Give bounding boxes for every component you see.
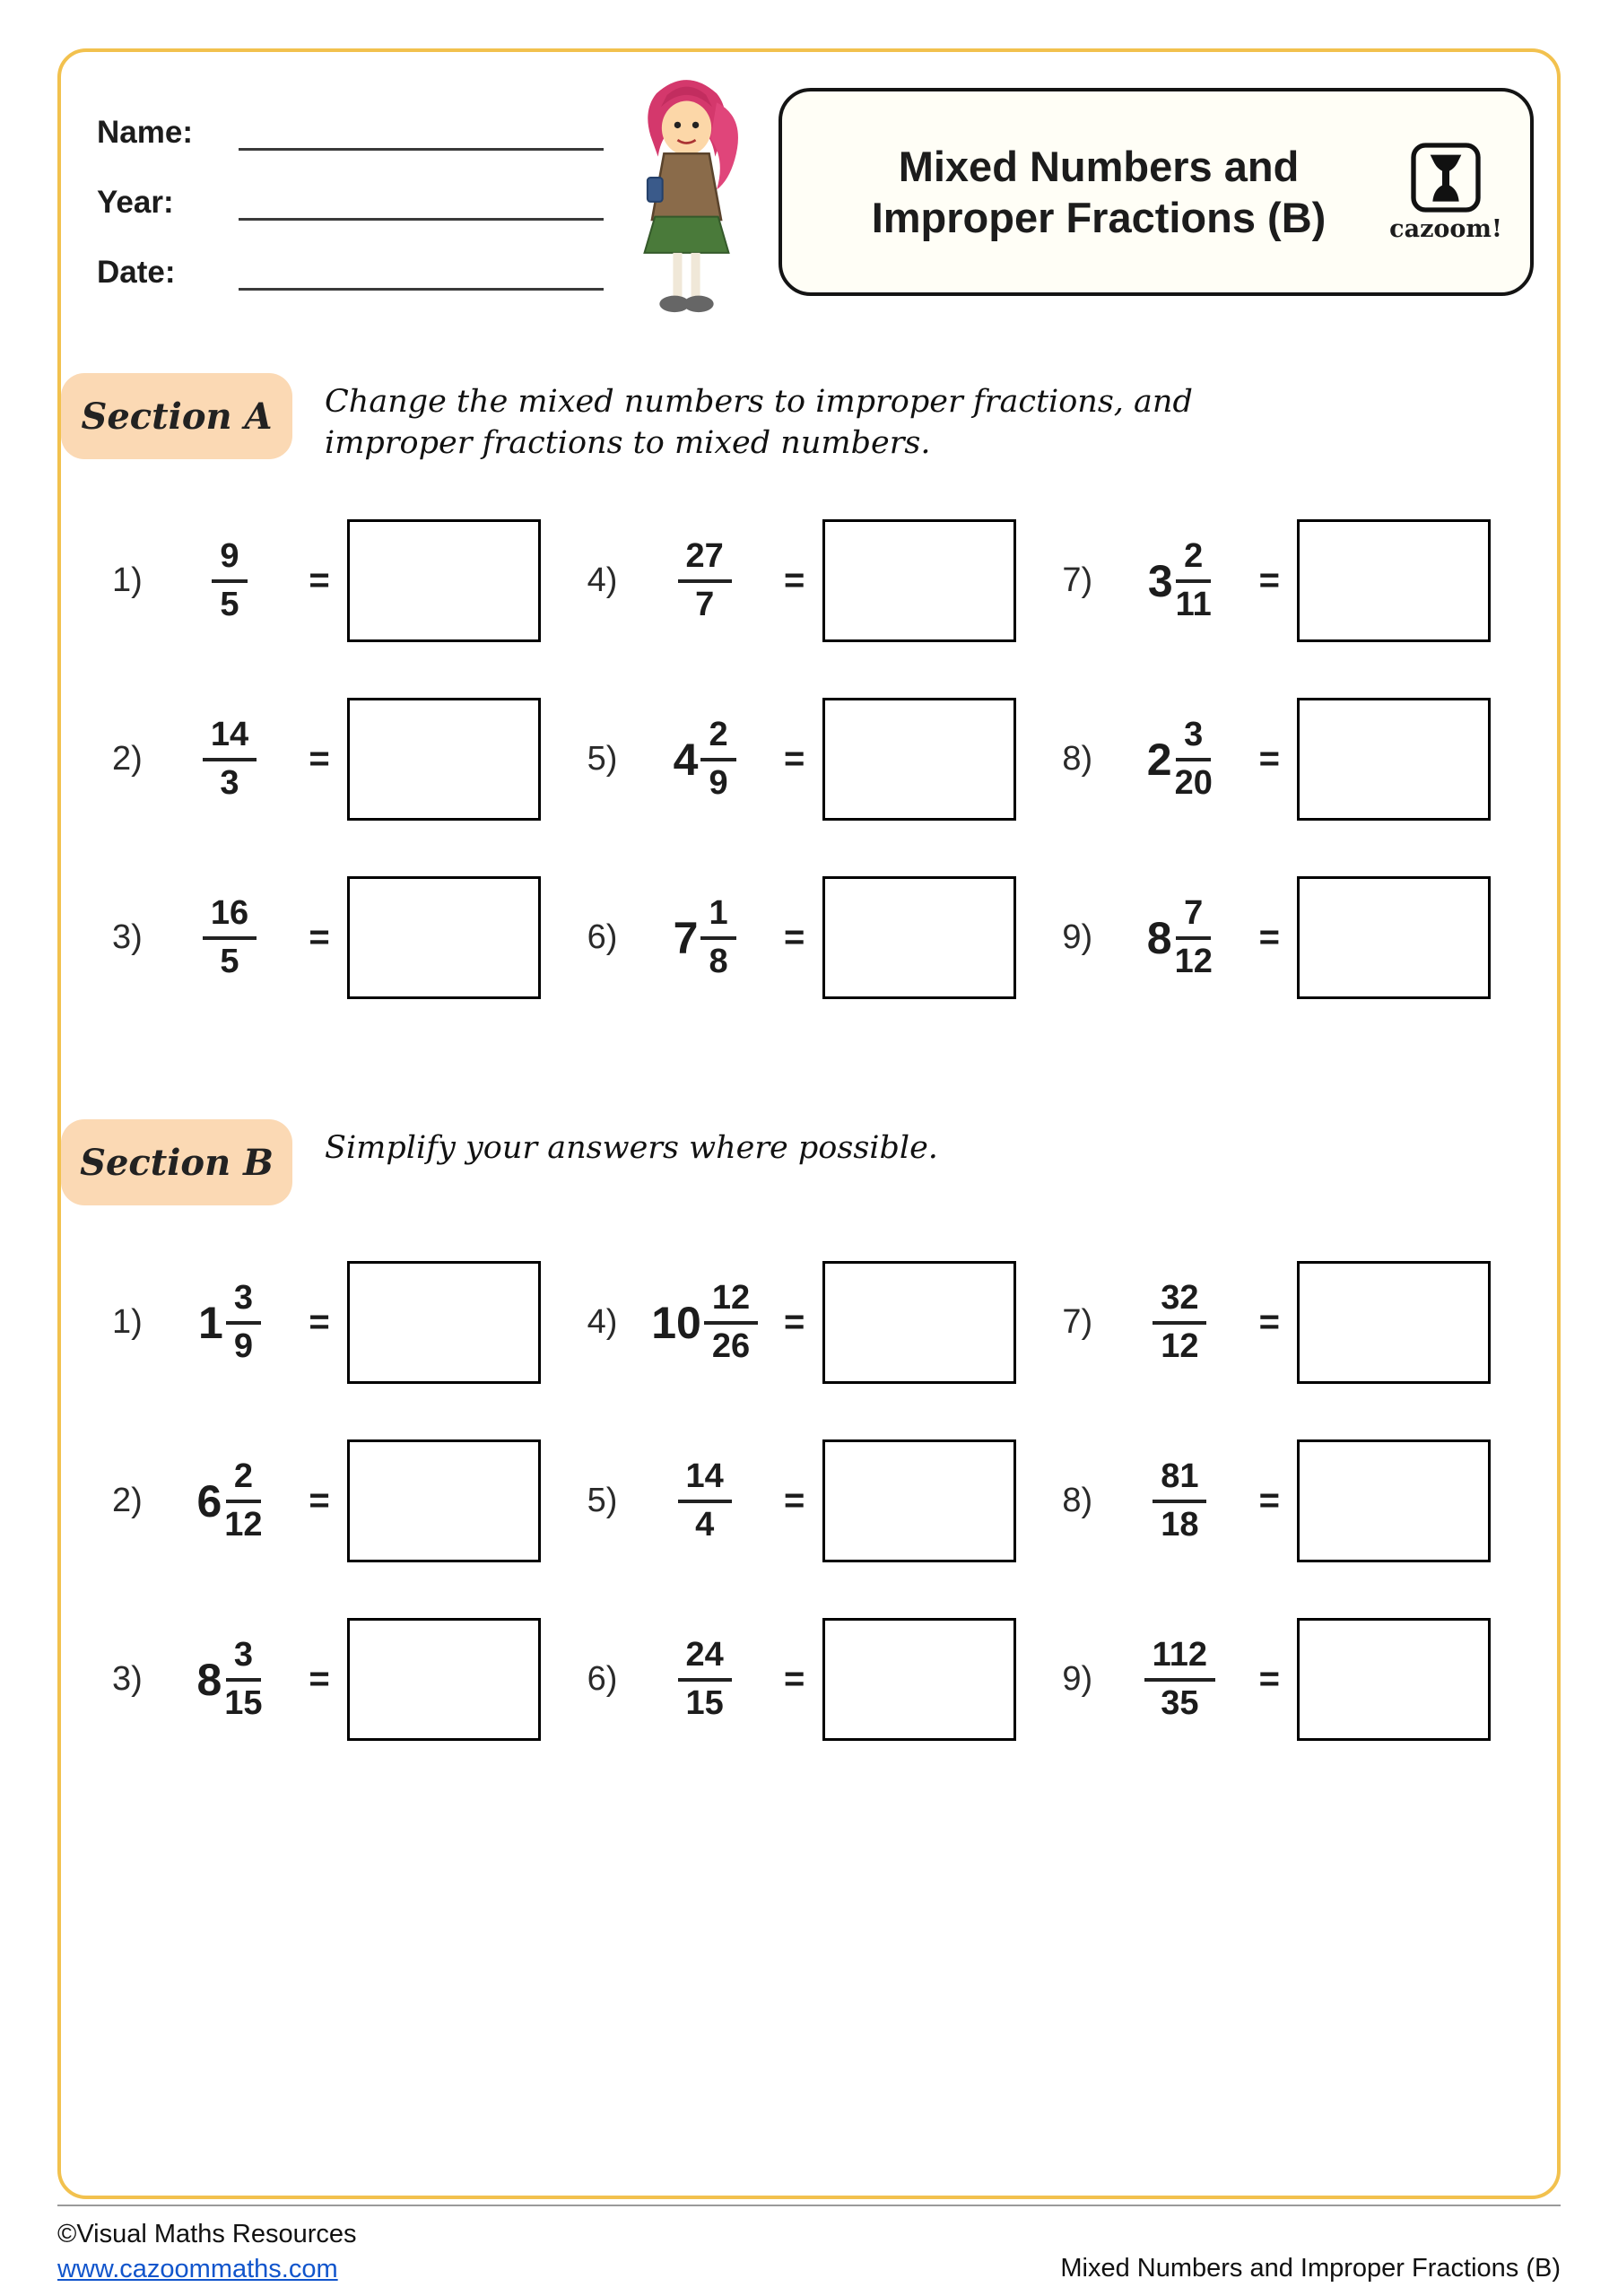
problem xyxy=(1062,698,1537,821)
answer-box[interactable] xyxy=(1297,698,1491,821)
denominator: 5 xyxy=(220,942,239,980)
problem-number: 9) xyxy=(1062,1660,1093,1698)
fraction xyxy=(168,1279,291,1366)
fraction xyxy=(643,894,767,981)
fraction-stack xyxy=(700,894,735,981)
answer-box[interactable] xyxy=(347,1618,541,1741)
problem xyxy=(112,876,587,999)
fraction xyxy=(168,537,291,624)
fraction xyxy=(168,716,291,803)
footer-doc-title: Mixed Numbers and Improper Fractions (B) xyxy=(1060,2254,1561,2283)
name-label: Name: xyxy=(97,115,193,150)
answer-box[interactable] xyxy=(347,698,541,821)
numerator: 1 xyxy=(700,894,735,940)
problem-number: 8) xyxy=(1062,1482,1093,1519)
section-b xyxy=(61,1119,1557,1741)
equals-sign: = xyxy=(1258,739,1280,778)
problem xyxy=(587,1618,1063,1741)
fraction xyxy=(643,1636,767,1723)
year-label: Year: xyxy=(97,185,174,220)
denominator: 9 xyxy=(233,1326,253,1365)
worksheet-page xyxy=(57,48,1561,2199)
problem-number: 1) xyxy=(112,561,143,599)
whole-number: 7 xyxy=(673,912,699,963)
date-label: Date: xyxy=(97,255,176,290)
section-b-header xyxy=(61,1119,1557,1205)
whole-number: 2 xyxy=(1146,734,1172,785)
denominator: 12 xyxy=(1161,1326,1199,1365)
problem xyxy=(112,1261,587,1384)
fraction-stack xyxy=(224,1636,262,1723)
fraction xyxy=(1118,894,1241,981)
fraction-stack xyxy=(224,1457,262,1544)
numerator: 2 xyxy=(1176,537,1211,583)
fraction-stack xyxy=(1144,1636,1215,1723)
year-input-line[interactable] xyxy=(239,174,604,221)
equals-sign: = xyxy=(1258,1659,1280,1699)
equals-sign: = xyxy=(309,739,330,778)
fraction-stack xyxy=(678,537,732,624)
fraction-stack xyxy=(1175,716,1213,803)
equals-sign: = xyxy=(309,1302,330,1342)
equals-sign: = xyxy=(783,918,805,957)
problem-number: 6) xyxy=(587,918,618,956)
problem xyxy=(1062,876,1537,999)
denominator: 5 xyxy=(220,585,239,623)
footer-left xyxy=(57,2217,357,2287)
numerator: 16 xyxy=(203,894,257,940)
numerator: 12 xyxy=(704,1279,758,1325)
denominator: 9 xyxy=(709,763,728,802)
answer-box[interactable] xyxy=(822,876,1016,999)
problem xyxy=(1062,519,1537,642)
numerator: 81 xyxy=(1153,1457,1206,1503)
fraction-stack xyxy=(203,716,257,803)
problem xyxy=(587,876,1063,999)
fraction-stack xyxy=(678,1457,732,1544)
website-link[interactable]: www.cazoommaths.com xyxy=(57,2255,338,2284)
student-fields xyxy=(97,104,604,314)
whole-number: 1 xyxy=(198,1297,223,1348)
answer-box[interactable] xyxy=(822,698,1016,821)
denominator: 15 xyxy=(685,1683,724,1722)
fraction xyxy=(643,1279,767,1366)
denominator: 4 xyxy=(695,1505,715,1544)
denominator: 3 xyxy=(220,763,239,802)
answer-box[interactable] xyxy=(822,519,1016,642)
equals-sign: = xyxy=(1258,918,1280,957)
denominator: 20 xyxy=(1174,763,1213,802)
section-b-instruction: Simplify your answers where possible. xyxy=(325,1130,938,1166)
problem xyxy=(587,698,1063,821)
problem-number: 2) xyxy=(112,1482,143,1519)
problem-number: 1) xyxy=(112,1303,143,1341)
problem-number: 5) xyxy=(587,740,618,778)
equals-sign: = xyxy=(783,1302,805,1342)
problem xyxy=(587,1439,1063,1562)
section-a xyxy=(61,373,1557,999)
problem xyxy=(1062,1618,1537,1741)
denominator: 26 xyxy=(711,1326,751,1365)
answer-box[interactable] xyxy=(347,1439,541,1562)
equals-sign: = xyxy=(1258,561,1280,600)
equals-sign: = xyxy=(783,739,805,778)
denominator: 35 xyxy=(1161,1683,1199,1722)
schoolgirl-illustration xyxy=(608,66,765,322)
whole-number: 10 xyxy=(651,1297,701,1348)
numerator: 14 xyxy=(678,1457,732,1503)
equals-sign: = xyxy=(1258,1302,1280,1342)
fraction xyxy=(643,1457,767,1544)
copyright-text: ©Visual Maths Resources xyxy=(57,2220,357,2248)
fraction xyxy=(643,716,767,803)
problem xyxy=(112,1618,587,1741)
fraction xyxy=(643,537,767,624)
date-input-line[interactable] xyxy=(239,244,604,291)
fraction-stack xyxy=(1153,1279,1206,1366)
equals-sign: = xyxy=(309,1481,330,1520)
fraction xyxy=(1118,716,1241,803)
whole-number: 8 xyxy=(196,1654,222,1705)
problems-grid xyxy=(112,519,1537,999)
answer-box[interactable] xyxy=(347,519,541,642)
numerator: 9 xyxy=(212,537,247,583)
date-field-row xyxy=(97,244,604,291)
numerator: 7 xyxy=(1176,894,1211,940)
whole-number: 4 xyxy=(673,734,699,785)
section-a-label: Section A xyxy=(61,373,292,459)
answer-box[interactable] xyxy=(347,876,541,999)
fraction-stack xyxy=(1175,894,1213,981)
equals-sign: = xyxy=(783,1481,805,1520)
answer-box[interactable] xyxy=(1297,1439,1491,1562)
problems-grid xyxy=(112,1261,1537,1741)
whole-number: 3 xyxy=(1147,555,1173,606)
problem xyxy=(587,1261,1063,1384)
title-box xyxy=(779,88,1534,296)
denominator: 12 xyxy=(1174,942,1213,980)
page-footer xyxy=(57,2205,1561,2287)
problem xyxy=(587,519,1063,642)
cazoom-logo xyxy=(1388,142,1503,243)
problem-number: 2) xyxy=(112,740,143,778)
fraction-stack xyxy=(704,1279,758,1366)
answer-box[interactable] xyxy=(1297,1261,1491,1384)
denominator: 15 xyxy=(224,1683,263,1722)
answer-box[interactable] xyxy=(347,1261,541,1384)
logo-wordmark: cazoom! xyxy=(1389,214,1502,243)
problem-number: 7) xyxy=(1062,561,1093,599)
denominator: 11 xyxy=(1175,585,1212,623)
fraction-stack xyxy=(678,1636,732,1723)
problem-number: 3) xyxy=(112,1660,143,1698)
problem-number: 8) xyxy=(1062,740,1093,778)
answer-box[interactable] xyxy=(822,1439,1016,1562)
problem-number: 7) xyxy=(1062,1303,1093,1341)
denominator: 8 xyxy=(709,942,728,980)
problem-number: 4) xyxy=(587,1303,618,1341)
page-title: Mixed Numbers and Improper Fractions (B) xyxy=(871,142,1327,241)
answer-box[interactable] xyxy=(822,1261,1016,1384)
numerator: 14 xyxy=(203,716,257,761)
equals-sign: = xyxy=(783,561,805,600)
numerator: 2 xyxy=(226,1457,261,1503)
fraction xyxy=(1118,1279,1241,1366)
fraction xyxy=(1118,1636,1241,1723)
name-field-row xyxy=(97,104,604,151)
fraction xyxy=(168,1636,291,1723)
numerator: 3 xyxy=(1176,716,1211,761)
whole-number: 8 xyxy=(1146,912,1172,963)
fraction-stack xyxy=(226,1279,261,1366)
goblet-drum-icon xyxy=(1410,142,1482,213)
answer-box[interactable] xyxy=(1297,1618,1491,1741)
year-field-row xyxy=(97,174,604,221)
whole-number: 6 xyxy=(196,1475,222,1526)
numerator: 3 xyxy=(226,1279,261,1325)
section-b-label: Section B xyxy=(61,1119,292,1205)
numerator: 3 xyxy=(226,1636,261,1682)
section-a-instruction: Change the mixed numbers to improper fractions, and improper fractions to mixed numbers. xyxy=(325,384,1193,461)
problem-number: 6) xyxy=(587,1660,618,1698)
fraction-stack xyxy=(1153,1457,1206,1544)
equals-sign: = xyxy=(1258,1481,1280,1520)
denominator: 7 xyxy=(695,585,715,623)
problem xyxy=(1062,1261,1537,1384)
fraction xyxy=(1118,537,1241,624)
problem-number: 3) xyxy=(112,918,143,956)
section-a-header xyxy=(61,373,1557,464)
numerator: 2 xyxy=(700,716,735,761)
numerator: 24 xyxy=(678,1636,732,1682)
problem-number: 4) xyxy=(587,561,618,599)
problem-number: 5) xyxy=(587,1482,618,1519)
numerator: 32 xyxy=(1153,1279,1206,1325)
answer-box[interactable] xyxy=(1297,876,1491,999)
equals-sign: = xyxy=(783,1659,805,1699)
fraction-stack xyxy=(203,894,257,981)
denominator: 18 xyxy=(1161,1505,1199,1544)
problem xyxy=(112,519,587,642)
fraction-stack xyxy=(212,537,247,624)
fraction-stack xyxy=(1176,537,1212,624)
fraction xyxy=(168,1457,291,1544)
fraction xyxy=(1118,1457,1241,1544)
fraction-stack xyxy=(700,716,735,803)
fraction xyxy=(168,894,291,981)
numerator: 112 xyxy=(1144,1636,1215,1682)
problem xyxy=(1062,1439,1537,1562)
equals-sign: = xyxy=(309,561,330,600)
answer-box[interactable] xyxy=(1297,519,1491,642)
answer-box[interactable] xyxy=(822,1618,1016,1741)
problem-number: 9) xyxy=(1062,918,1093,956)
equals-sign: = xyxy=(309,1659,330,1699)
problem xyxy=(112,1439,587,1562)
numerator: 27 xyxy=(678,537,732,583)
equals-sign: = xyxy=(309,918,330,957)
problem xyxy=(112,698,587,821)
denominator: 12 xyxy=(224,1505,263,1544)
name-input-line[interactable] xyxy=(239,104,604,151)
